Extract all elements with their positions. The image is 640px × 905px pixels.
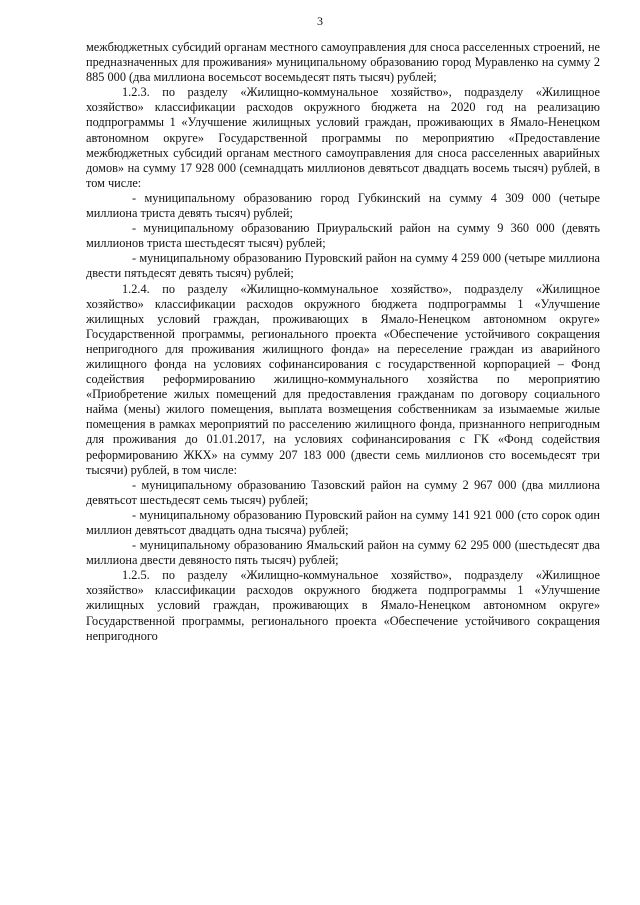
list-item-purovsky: - муниципальному образованию Пуровский район на сумму 4 259 000 (четыре миллиона двести пятьдесят девять тысяч) рублей; (86, 251, 600, 281)
paragraph-1-2-5: 1.2.5. по разделу «Жилищно-коммунальное хозяйство», подразделу «Жилищное хозяйство» классификации расходов окружного бюджета подпрограммы 1 «Улучшение жилищных условий граждан, проживающих в Ямало-Ненецком автономном округе» Государственной программы, регионального проекта «Обеспечение устойчивого сокращения непригодного (86, 568, 600, 643)
paragraph-1-2-4: 1.2.4. по разделу «Жилищно-коммунальное хозяйство», подразделу «Жилищное хозяйство» классификации расходов окружного бюджета подпрограммы 1 «Улучшение жилищных условий граждан, проживающих в Ямало-Ненецком автономном округе» Государственной программы, регионального проекта «Обеспечение устойчивого сокращения непригодного для проживания жилищного фонда» на переселение граждан из аварийного жилищного фонда на условиях софинансирования с государственной корпорацией – Фонд содействия реформированию жилищно-коммунального хозяйства по мероприятию «Приобретение жилых помещений для предоставления гражданам по договору социального найма (мены) жилого помещения, выплата возмещения собственникам за изымаемые жилые помещения в рамках мероприятий по расселению жилищного фонда, признанного непригодным для проживания до 01.01.2017, на условиях софинансирования с ГК «Фонд содействия реформированию ЖКХ» на сумму 207 183 000 (двести семь миллионов сто восемьдесят три тысячи) рублей, в том числе: (86, 281, 600, 477)
paragraph-1-2-3: 1.2.3. по разделу «Жилищно-коммунальное хозяйство», подразделу «Жилищное хозяйство» классификации расходов окружного бюджета на 2020 год на реализацию подпрограммы 1 «Улучшение жилищных условий граждан, проживающих в Ямало-Ненецком автономном округе» Государственной программы по мероприятию «Предоставление межбюджетных субсидий органам местного самоуправления для сноса расселенных аварийных домов» на сумму 17 928 000 (семнадцать миллионов девятьсот двадцать восемь тысяч) рублей, в том числе: (86, 85, 600, 190)
document-body (86, 40, 600, 644)
list-item-purovsky-2: - муниципальному образованию Пуровский район на сумму 141 921 000 (сто сорок один миллион девятьсот двадцать одна тысяча) рублей; (86, 507, 600, 537)
list-item-yamalsky: - муниципальному образованию Ямальский район на сумму 62 295 000 (шестьдесят два миллиона двести девяносто пять тысяч) рублей; (86, 538, 600, 568)
page-number: 3 (317, 14, 323, 28)
paragraph-continuation: межбюджетных субсидий органам местного самоуправления для сноса расселенных строений, не предназначенных для проживания» муниципальному образованию город Муравленко на сумму 2 885 000 (два миллиона восемьсот восемьдесят пять тысяч) рублей; (86, 40, 600, 85)
list-item-gubkinsky: - муниципальному образованию город Губкинский на сумму 4 309 000 (четыре миллиона триста девять тысяч) рублей; (86, 190, 600, 221)
list-item-tazovsky: - муниципальному образованию Тазовский район на сумму 2 967 000 (два миллиона девятьсот шестьдесят семь тысяч) рублей; (86, 477, 600, 507)
list-item-priuralsky: - муниципальному образованию Приуральский район на сумму 9 360 000 (девять миллионов триста шестьдесят тысяч) рублей; (86, 221, 600, 251)
